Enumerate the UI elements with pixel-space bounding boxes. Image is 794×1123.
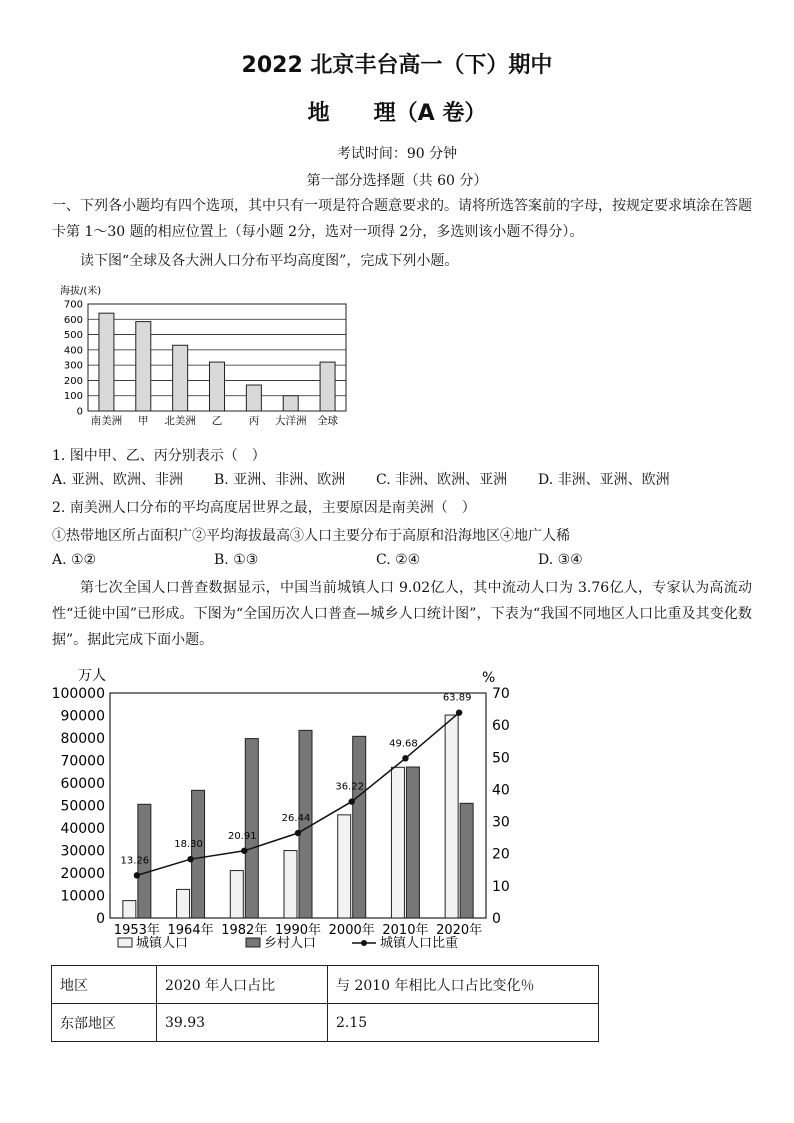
percent-y-tick: 40: [492, 782, 510, 799]
rural-population-bar: [245, 739, 258, 918]
urban-population-bar: [284, 851, 297, 918]
urbanization-rate-label: 20.91: [227, 830, 257, 842]
percent-y-tick: 30: [492, 814, 510, 831]
population-y-tick: 40000: [60, 821, 105, 837]
altitude-bar-chart: [50, 280, 360, 430]
urbanization-rate-point: [134, 872, 140, 878]
population-y-tick: 70000: [60, 753, 105, 770]
part-title: 第一部分选择题（共 60 分）: [306, 173, 488, 189]
legend-rural-swatch: [246, 938, 260, 947]
altitude-y-tick: 700: [63, 299, 83, 311]
urbanization-rate-label: 49.68: [389, 738, 418, 750]
urbanization-rate-label: 26.44: [281, 813, 311, 825]
population-y-tick: 20000: [60, 866, 105, 882]
population-y-tick: 60000: [60, 776, 105, 792]
altitude-category-label: 乙: [211, 415, 223, 427]
urban-population-bar: [391, 767, 404, 918]
urban-population-bar: [338, 815, 351, 918]
population-unit-label: 万人: [78, 668, 106, 684]
percent-unit-label: %: [482, 670, 496, 686]
urbanization-rate-label: 13.26: [120, 855, 150, 867]
percent-y-tick: 0: [492, 911, 501, 927]
q1-stem: 1. 图中甲、乙、丙分别表示（ ）: [52, 448, 266, 464]
urban-population-bar: [230, 871, 243, 918]
rural-population-bar: [460, 803, 473, 918]
percent-y-tick: 60: [492, 718, 510, 735]
q2-option-b[interactable]: B. ①③: [214, 552, 259, 568]
altitude-y-tick: 200: [63, 375, 83, 387]
urban-population-bar: [177, 889, 190, 918]
legend-rate-label: 城镇人口比重: [380, 936, 459, 951]
rural-population-bar: [406, 767, 419, 918]
q2-option-c[interactable]: C. ②④: [376, 552, 421, 568]
altitude-bar: [173, 345, 188, 411]
table-header-row: [52, 966, 599, 1004]
table-row: [52, 1004, 599, 1042]
percent-y-tick: 20: [492, 846, 510, 863]
altitude-category-label: 大洋洲: [274, 415, 307, 427]
table-header-cell: 地区: [52, 966, 157, 1004]
altitude-y-tick: 300: [63, 360, 83, 372]
page-title: 2022 北京丰台高一（下）期中: [241, 53, 553, 78]
altitude-bar: [210, 362, 225, 411]
population-y-tick: 90000: [60, 708, 105, 725]
q2-option-d[interactable]: D. ③④: [538, 552, 583, 568]
altitude-y-tick: 500: [63, 330, 83, 342]
legend-urban-label: 城镇人口: [136, 936, 189, 951]
altitude-bar: [136, 322, 151, 411]
altitude-bar: [283, 396, 298, 411]
census-plot-frame: [110, 693, 486, 918]
urbanization-rate-label: 36.22: [335, 781, 365, 793]
altitude-y-tick: 0: [76, 406, 83, 418]
table-cell: 2.15: [328, 1004, 599, 1042]
urbanization-rate-point: [241, 848, 247, 854]
table-cell: 东部地区: [52, 1004, 157, 1042]
altitude-category-label: 北美洲: [164, 415, 196, 427]
altitude-category-label: 甲: [138, 415, 149, 427]
q2-stem: 2. 南美洲人口分布的平均高度居世界之最，主要原因是南美洲（ ）: [52, 500, 476, 516]
urbanization-rate-label: 63.89: [442, 692, 472, 704]
table-header-cell: 与 2010 年相比人口占比变化％: [328, 966, 599, 1004]
population-y-tick: 10000: [60, 888, 105, 905]
region-population-table: [51, 965, 599, 1042]
census-year-label: 1982年: [221, 923, 268, 938]
intro-chart1: 读下图“全球及各大洲人口分布平均高度图”，完成下列小题。: [80, 253, 459, 269]
urbanization-rate-point: [187, 856, 193, 862]
q1-option-a[interactable]: A. 亚洲、欧洲、非洲: [52, 472, 184, 488]
percent-y-tick: 70: [492, 686, 510, 702]
population-y-tick: 30000: [60, 843, 105, 860]
population-y-tick: 80000: [60, 731, 105, 747]
exam-time: 考试时间：90 分钟: [336, 146, 458, 162]
q2-option-a[interactable]: A. ①②: [52, 552, 97, 568]
legend-urban-swatch: [118, 938, 132, 947]
urbanization-rate-point: [456, 709, 462, 715]
census-year-label: 1964年: [167, 923, 214, 938]
altitude-bar: [246, 385, 261, 411]
legend-rate-marker: [361, 940, 367, 946]
q1-option-b[interactable]: B. 亚洲、非洲、欧洲: [214, 472, 346, 488]
altitude-y-tick: 100: [63, 391, 83, 403]
urbanization-rate-label: 18.30: [174, 839, 203, 851]
urbanization-rate-point: [295, 830, 301, 836]
urban-population-bar: [123, 901, 136, 918]
population-y-tick: 100000: [51, 686, 105, 702]
percent-y-tick: 50: [492, 750, 510, 767]
rural-population-bar: [299, 730, 312, 918]
altitude-category-label: 全球: [317, 415, 339, 427]
altitude-y-label: 海拔/(米): [60, 286, 102, 297]
percent-y-tick: 10: [492, 878, 510, 895]
table-header-cell: 2020 年人口占比: [157, 966, 328, 1004]
legend-rural-label: 乡村人口: [264, 936, 317, 951]
altitude-bar: [320, 362, 335, 411]
population-y-tick: 50000: [60, 798, 105, 815]
altitude-y-tick: 400: [63, 345, 83, 357]
urbanization-rate-point: [349, 798, 355, 804]
census-year-label: 2010年: [382, 923, 429, 938]
q1-option-d[interactable]: D. 非洲、亚洲、欧洲: [538, 472, 670, 488]
population-y-tick: 0: [96, 911, 105, 927]
rural-population-bar: [353, 736, 366, 918]
altitude-bar: [99, 313, 114, 411]
altitude-y-tick: 600: [63, 314, 83, 326]
altitude-category-label: 南美洲: [90, 415, 123, 427]
q1-option-c[interactable]: C. 非洲、欧洲、亚洲: [376, 472, 508, 488]
census-year-label: 1953年: [113, 923, 160, 938]
q2-statements: ①热带地区所占面积广②平均海拔最高③人口主要分布于高原和沿海地区④地广人稀: [52, 528, 570, 544]
altitude-category-label: 丙: [248, 415, 260, 427]
instructions: 一、下列各小题均有四个选项，其中只有一项是符合题意要求的。请将所选答案前的字母，按规定要求填涂在答题卡第 1～30 题的相应位置上（每小题 2分，选对一项得 2分，多选则该小题不得分）。: [52, 198, 752, 240]
rural-population-bar: [192, 790, 205, 918]
table-cell: 39.93: [157, 1004, 328, 1042]
census-year-label: 2000年: [328, 923, 375, 938]
subject-title: 地 理（A 卷）: [307, 101, 487, 126]
urbanization-rate-point: [402, 755, 408, 761]
urban-population-bar: [445, 715, 458, 918]
census-combo-chart: [50, 660, 510, 960]
intro-chart2: 第七次全国人口普查数据显示，中国当前城镇人口 9.02亿人，其中流动人口为 3.76亿人，专家认为高流动性“迁徙中国”已形成。下图为“全国历次人口普查—城乡人口统计图”，下表为“我国不同地区人口比重及其变化数据”。据此完成下面小题。: [52, 580, 752, 648]
census-year-label: 2020年: [436, 923, 483, 938]
census-year-label: 1990年: [274, 923, 322, 938]
